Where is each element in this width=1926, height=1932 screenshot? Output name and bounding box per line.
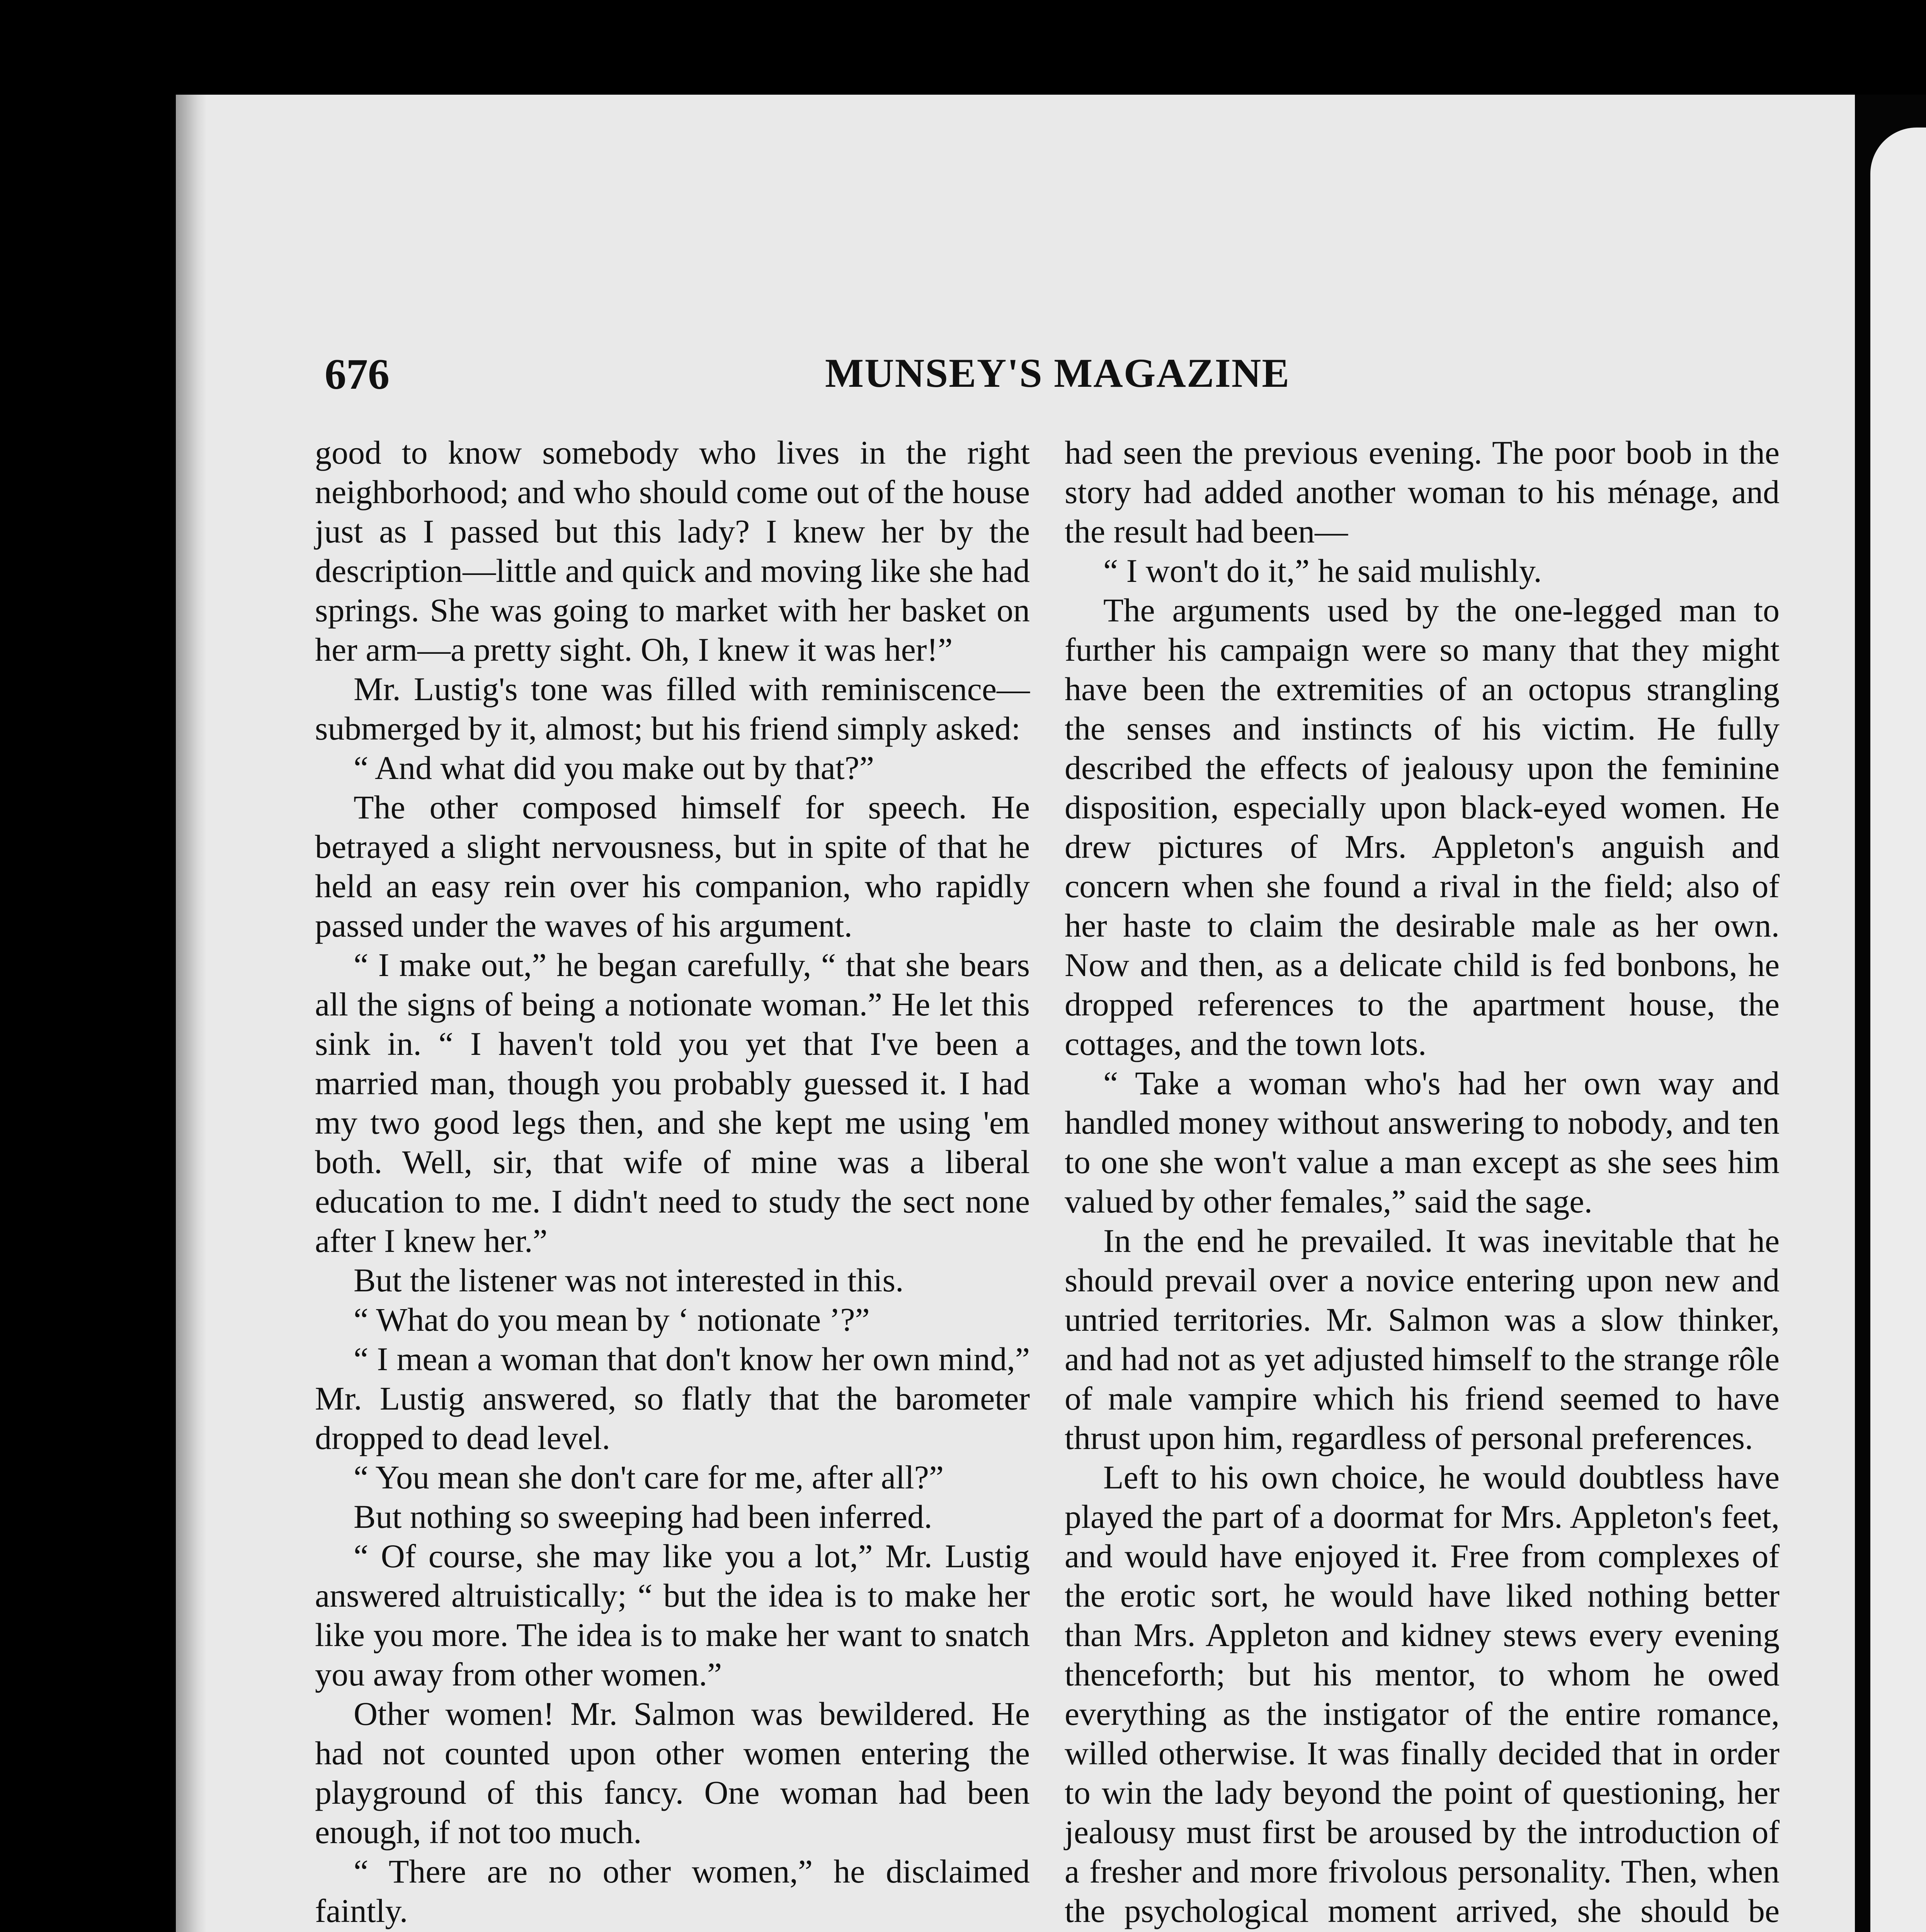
paragraph: “ And what did you make out by that?” xyxy=(354,749,875,786)
paragraph: good to know somebody who lives in the right neighborhood; and who should come out of the house just as I passed but this lady? I knew her by the description—little and quick and moving like she had springs. She was going to market with her basket on her arm—a pretty sight. Oh, I knew it was her!” xyxy=(315,434,1030,668)
paragraph: “ You mean she don't care for me, after all?” xyxy=(354,1459,944,1496)
paragraph: “ Take a woman who's had her own way and handled money without answering to nobody, and ten to one she won't value a man except as she sees him valued by other females,” said the sage. xyxy=(1065,1065,1780,1220)
paragraph xyxy=(315,1930,1030,1932)
running-title: MUNSEY'S MAGAZINE xyxy=(825,350,1290,396)
paragraph: Other women! Mr. Salmon was bewildered. He had not counted upon other women entering the playground of this fancy. One woman had been enough, if not too much. xyxy=(315,1695,1030,1850)
adjacent-page-edge xyxy=(1870,128,1926,1932)
magazine-page xyxy=(176,95,1855,1932)
page-header xyxy=(176,350,1855,396)
right-text-column xyxy=(1065,433,1780,1932)
paragraph: But nothing so sweeping had been inferred. xyxy=(354,1498,932,1535)
paragraph: “ I make out,” he began carefully, “ that she bears all the signs of being a notionate woman.” He let this sink in. “ I haven't told you yet that I've been a married man, though you probably guessed it. I had my two good legs then, and she kept me using 'em both. Well, sir, that wife of mine was a liberal education to me. I didn't need to study the sect none after I knew her.” xyxy=(315,946,1030,1259)
paragraph: But the listener was not interested in this. xyxy=(354,1262,904,1299)
paragraph: had seen the previous evening. The poor boob in the story had added another woman to his ménage, and the result had been— xyxy=(1065,434,1780,550)
page-number: 676 xyxy=(325,350,390,398)
paragraph: “ Of course, she may like you a lot,” Mr. Lustig answered altruistically; “ but the idea is to make her like you more. The idea is to make her want to snatch you away from other women.” xyxy=(315,1537,1030,1693)
paragraph: “ I mean a woman that don't know her own mind,” Mr. Lustig answered, so flatly that the barometer dropped to dead level. xyxy=(315,1340,1030,1456)
paragraph: Mr. Lustig's tone was filled with reminiscence—submerged by it, almost; but his friend simply asked: xyxy=(315,670,1030,747)
paragraph: Left to his own choice, he would doubtless have played the part of a doormat for Mrs. Appleton's feet, and would have enjoyed it. Free from complexes of the erotic sort, he would have liked nothing better than Mrs. Appleton and kidney stews every evening thenceforth; but his mentor, to whom he owed everything as the instigator of the entire romance, willed otherwise. It was finally decided that in order to win the lady beyond the point of questioning, her jealousy must first be aroused by the introduction of a fresher and more frivolous personality. Then, when the psychological moment arrived, she should be xyxy=(1065,1459,1780,1929)
paragraph: In the end he prevailed. It was inevitable that he should prevail over a novice entering upon new and untried territories. Mr. Salmon was a slow thinker, and had not as yet adjusted himself to the strange rôle of male vampire which his friend seemed to have thrust upon him, regardless of personal preferences. xyxy=(1065,1222,1780,1456)
paragraph: “ What do you mean by ‘ notionate ’?” xyxy=(354,1301,870,1338)
paragraph: The arguments used by the one-legged man to further his campaign were so many that they might have been the extremities of an octopus strangling the senses and instincts of his victim. He fully described the effects of jealousy upon the feminine disposition, especially upon black-eyed women. He drew pictures of Mrs. Appleton's anguish and concern when she found a rival in the field; also of her haste to claim the desirable male as her own. Now and then, as a delicate child is fed bonbons, he dropped references to the apartment house, the cottages, and the town lots. xyxy=(1065,592,1780,1062)
paragraph: The other composed himself for speech. He betrayed a slight nervousness, but in spite of that he held an easy rein over his companion, who rapidly passed under the waves of his argument. xyxy=(315,789,1030,944)
paragraph: “ I won't do it,” he said mulishly. xyxy=(1103,552,1542,589)
paragraph: “ There are no other women,” he disclaimed faintly. xyxy=(315,1853,1030,1929)
left-text-column xyxy=(315,433,1030,1932)
